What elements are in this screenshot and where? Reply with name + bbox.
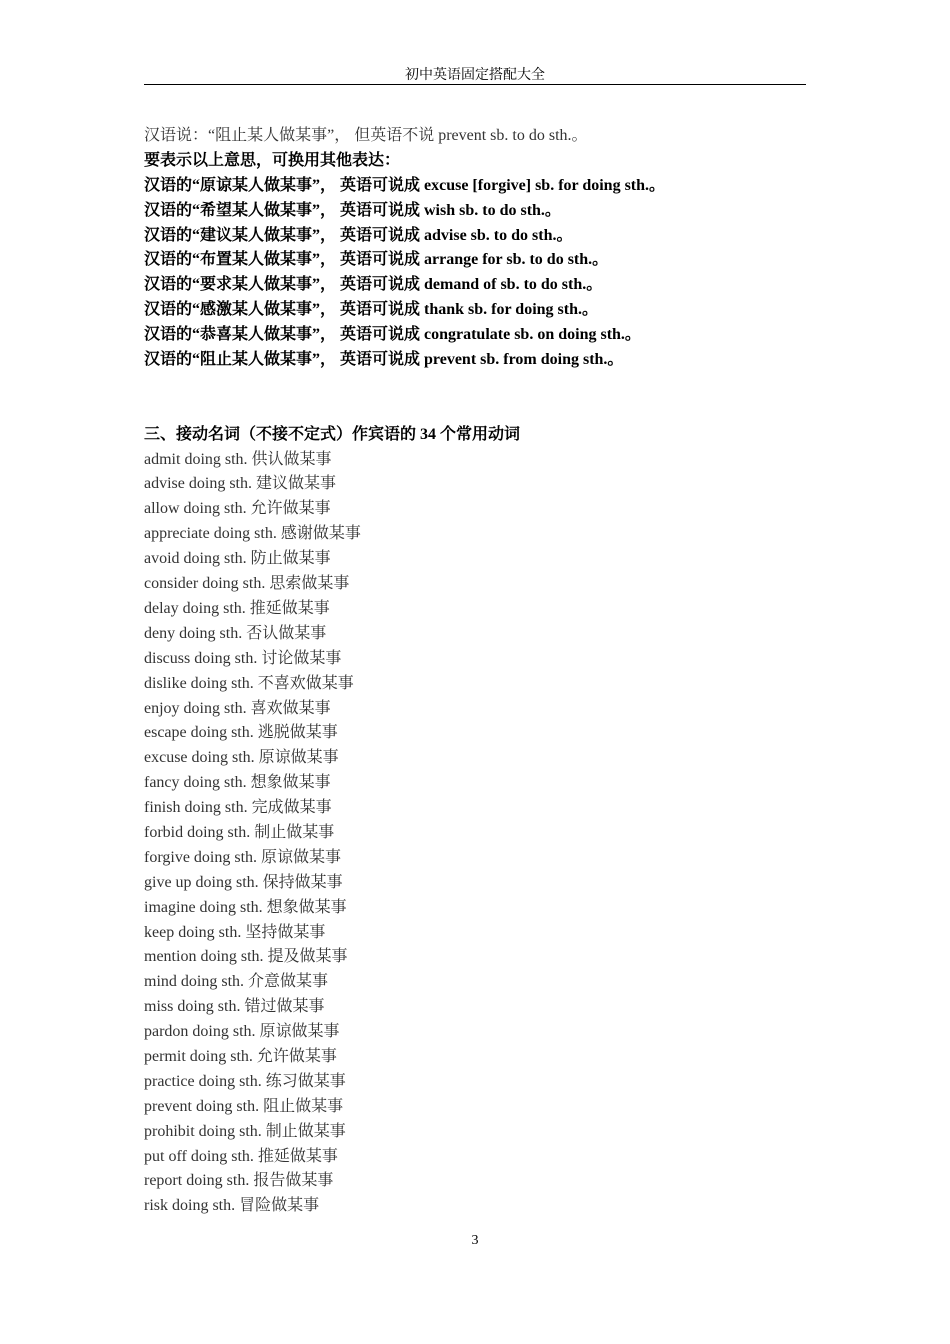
expression-line: 汉语的“感激某人做某事”， 英语可说成 thank sb. for doing sth.。 [144, 301, 598, 319]
verb-list-item: prevent doing sth. 阻止做某事 [144, 1097, 344, 1115]
verb-list-item: give up doing sth. 保持做某事 [144, 873, 343, 891]
verb-list-item: prohibit doing sth. 制止做某事 [144, 1122, 346, 1140]
header-rule [144, 84, 806, 85]
verb-list-item: consider doing sth. 思索做某事 [144, 575, 350, 593]
page-header-title: 初中英语固定搭配大全 [405, 67, 545, 83]
verb-list-item: deny doing sth. 否认做某事 [144, 624, 327, 642]
verb-list-item: escape doing sth. 逃脱做某事 [144, 724, 338, 742]
expression-line: 汉语的“原谅某人做某事”， 英语可说成 excuse [forgive] sb. for doing sth.。 [144, 176, 666, 194]
expression-line: 汉语的“希望某人做某事”， 英语可说成 wish sb. to do sth.。 [144, 201, 561, 219]
expression-line: 汉语的“布置某人做某事”， 英语可说成 arrange for sb. to do sth.。 [144, 251, 609, 269]
verb-list-item: avoid doing sth. 防止做某事 [144, 550, 331, 568]
verb-list-item: finish doing sth. 完成做某事 [144, 799, 332, 817]
verb-list-item: pardon doing sth. 原谅做某事 [144, 1023, 340, 1041]
verb-list-item: excuse doing sth. 原谅做某事 [144, 749, 339, 767]
verb-list-item: forbid doing sth. 制止做某事 [144, 823, 335, 841]
verb-list-item: risk doing sth. 冒险做某事 [144, 1197, 320, 1215]
verb-list-item: appreciate doing sth. 感谢做某事 [144, 525, 361, 543]
verb-list-item: enjoy doing sth. 喜欢做某事 [144, 699, 331, 717]
verb-list-item: mention doing sth. 提及做某事 [144, 948, 348, 966]
verb-list-item: discuss doing sth. 讨论做某事 [144, 649, 342, 667]
intro-bold-line: 要表示以上意思，可换用其他表达： [144, 151, 401, 169]
verb-list-item: imagine doing sth. 想象做某事 [144, 898, 347, 916]
paragraph-spacer [144, 373, 806, 423]
verb-list-item: miss doing sth. 错过做某事 [144, 998, 325, 1016]
verb-list-item: mind doing sth. 介意做某事 [144, 973, 329, 991]
expression-line: 汉语的“建议某人做某事”， 英语可说成 advise sb. to do sth.。 [144, 226, 573, 244]
verb-list-item: allow doing sth. 允许做某事 [144, 500, 331, 518]
section-heading: 三、接动名词（不接不定式）作宾语的 34 个常用动词 [144, 425, 521, 443]
verb-list-item: permit doing sth. 允许做某事 [144, 1047, 337, 1065]
verb-list-item: admit doing sth. 供认做某事 [144, 450, 332, 468]
verb-list-item: report doing sth. 报告做某事 [144, 1172, 334, 1190]
expression-line: 汉语的“恭喜某人做某事”， 英语可说成 congratulate sb. on doing sth.。 [144, 326, 641, 344]
document-body [144, 124, 806, 1219]
verb-list-item: forgive doing sth. 原谅做某事 [144, 848, 342, 866]
expression-line: 汉语的“要求某人做某事”， 英语可说成 demand of sb. to do sth.。 [144, 276, 603, 294]
verb-list-item: advise doing sth. 建议做某事 [144, 475, 336, 493]
verb-list-item: put off doing sth. 推延做某事 [144, 1147, 338, 1165]
verb-list-item: dislike doing sth. 不喜欢做某事 [144, 674, 354, 692]
expression-line: 汉语的“阻止某人做某事”， 英语可说成 prevent sb. from doing sth.。 [144, 351, 624, 369]
verb-list-item: delay doing sth. 推延做某事 [144, 599, 330, 617]
verb-list [144, 448, 806, 1220]
verb-list-item: keep doing sth. 坚持做某事 [144, 923, 326, 941]
verb-list-item: fancy doing sth. 想象做某事 [144, 774, 331, 792]
page-number: 3 [471, 1233, 479, 1248]
verb-list-item: practice doing sth. 练习做某事 [144, 1072, 346, 1090]
intro-plain-line: 汉语说：“阻止某人做某事”， 但英语不说 prevent sb. to do sth.。 [144, 127, 588, 144]
